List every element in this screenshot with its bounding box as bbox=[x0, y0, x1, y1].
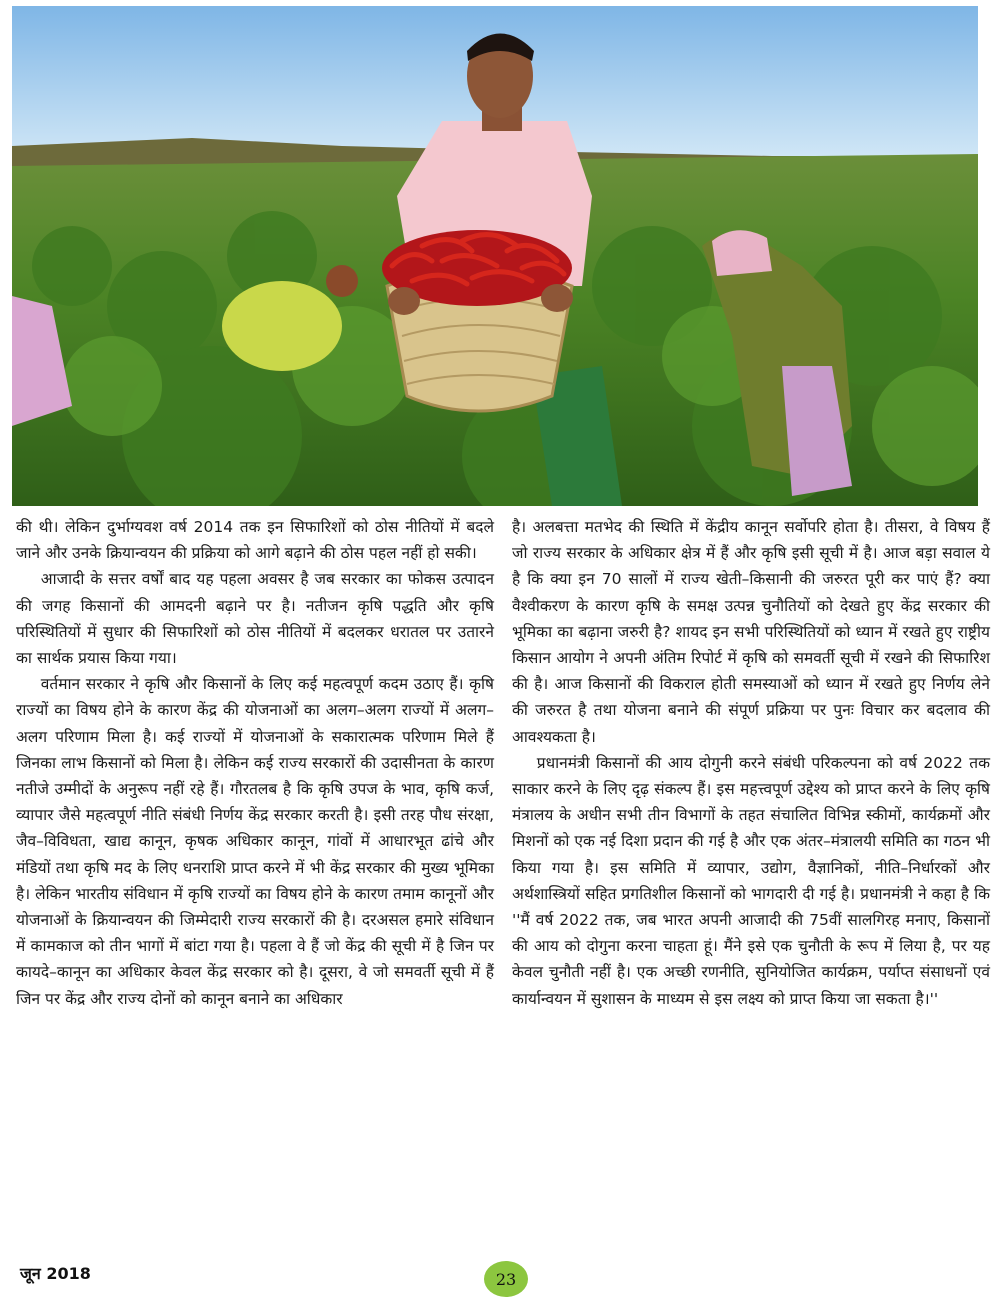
photo-chili-harvest-icon bbox=[12, 6, 978, 506]
paragraph: आजादी के सत्तर वर्षों बाद यह पहला अवसर है जब सरकार का फोकस उत्पादन की जगह किसानों की आमदनी बढ़ाने पर है। नतीजन कृषि पद्धति और कृषि परिस्थितियों में सुधार की सिफारिशों को ठोस नीतियों में बदलकर धरातल पर उतारने का सार्थक प्रयास किया गया। bbox=[16, 570, 494, 668]
paragraph: वर्तमान सरकार ने कृषि और किसानों के लिए कई महत्वपूर्ण कदम उठाए हैं। कृषि राज्यों का विषय होने के कारण केंद्र की योजनाओं का अलग–अलग राज्यों में अलग–अलग परिणाम मिला है। कई राज्यों में योजनाओं के सकारात्मक परिणाम मिले हैं जिनका लाभ किसानों को मिला है। लेकिन कई राज्य सरकारों की उदासीनता के कारण नतीजे उम्मीदों के अनुरूप नहीं रहे हैं। गौरतलब है कि कृषि उपज के भाव, कृषि कर्ज, व्यापार जैसे महत्वपूर्ण नीति संबंधी निर्णय केंद्र सरकार करती है। इसी तरह पौध संरक्षा, जैव–विविधता, खाद्य कानून, कृषक अधिकार कानून, गांवों में आधारभूत ढांचे और मंडियों तथा कृषि मद के लिए धनराशि प्राप्त करने में भी केंद्र सरकार की मुख्य भूमिका है। लेकिन भारतीय संविधान में कृषि राज्यों का विषय होने के कारण तमाम कानूनों और योजनाओं के क्रियान्वयन की जिम्मेदारी राज्य सरकारों की है। दरअसल हमारे संविधान में कामकाज को तीन भागों में बांटा गया है। पहला वे हैं जो केंद्र की सूची में है जिन पर कायदे–कानून का अधिकार केवल केंद्र सरकार को है। दूसरा, वे जो समवर्ती सूची में हैं जिन पर केंद्र और राज्य दोनों को कानून बनाने का अधिकार bbox=[16, 675, 494, 1008]
issue-date: जून 2018 bbox=[20, 1264, 91, 1283]
page-number-badge: 23 bbox=[484, 1261, 528, 1297]
left-text-column bbox=[16, 514, 494, 1012]
paragraph: है। अलबत्ता मतभेद की स्थिति में केंद्रीय कानून सर्वोपरि होता है। तीसरा, वे विषय हैं जो राज्य सरकार के अधिकार क्षेत्र में हैं और कृषि इसी सूची में है। आज बड़ा सवाल ये है कि क्या इन 70 सालों में राज्य खेती–किसानी की जरुरत पूरी कर पाएं हैं? क्या वैश्वीकरण के कारण कृषि के समक्ष उत्पन्न चुनौतियों को देखते हुए केंद्र सरकार की भूमिका का बढ़ाना जरुरी है? शायद इन सभी परिस्थितियों को ध्यान में रखते हुए राष्ट्रीय किसान आयोग ने अपनी अंतिम रिपोर्ट में कृषि को समवर्ती सूची में रखने की सिफारिश की है। आज किसानों की विकराल होती समस्याओं को ध्यान में रखते हुए निर्णय लेने की जरुरत है तथा योजना बनाने की संपूर्ण प्रक्रिया पर पुनः विचार कर बदलाव की आवश्यकता है। bbox=[512, 518, 990, 746]
chili-harvest-photo bbox=[12, 6, 978, 506]
right-text-column bbox=[512, 514, 990, 1012]
paragraph: प्रधानमंत्री किसानों की आय दोगुनी करने संबंधी परिकल्पना को वर्ष 2022 तक साकार करने के लिए दृढ़ संकल्प हैं। इस महत्त्वपूर्ण उद्देश्य को प्राप्त करने के लिए कृषि मंत्रालय के अधीन सभी तीन विभागों के तहत संचालित विभिन्न स्कीमों, कार्यक्रमों और मिशनों को एक नई दिशा प्रदान की गई है और एक अंतर–मंत्रालयी समिति का गठन भी किया गया है। इस समिति में व्यापार, उद्योग, वैज्ञानिकों, नीति–निर्धारकों और अर्थशास्त्रियों सहित प्रगतिशील किसानों को भागदारी दी गई है। प्रधानमंत्री ने कहा है कि ''मैं वर्ष 2022 तक, जब भारत अपनी आजादी की 75वीं सालगिरह मनाए, किसानों की आय को दोगुना करना चाहता हूं। मैंने इसे एक चुनौती के रूप में लिया है, पर यह केवल चुनौती नहीं है। एक अच्छी रणनीति, सुनियोजित कार्यक्रम, पर्याप्त संसाधनों एवं कार्यान्वयन में सुशासन के माध्यम से इस लक्ष्य को प्राप्त किया जा सकता है।'' bbox=[512, 753, 990, 1008]
paragraph: की थी। लेकिन दुर्भाग्यवश वर्ष 2014 तक इन सिफारिशों को ठोस नीतियों में बदले जाने और उनके क्रियान्वयन की प्रक्रिया को आगे बढ़ाने की ठोस पहल नहीं हो सकी। bbox=[16, 518, 494, 563]
